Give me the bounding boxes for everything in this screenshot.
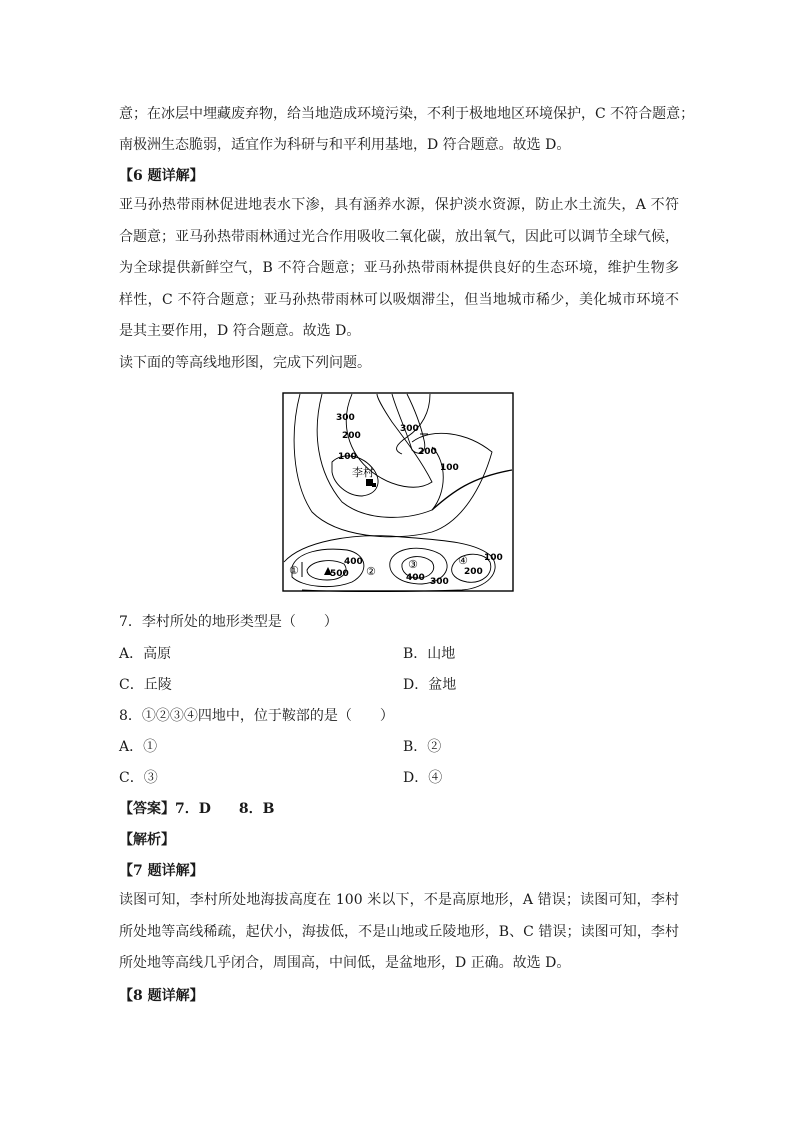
contour-label: 200 — [342, 431, 361, 441]
q8-option-d: D．④ — [403, 770, 443, 786]
contour-label: 100 — [440, 463, 459, 473]
question-intro: 读下面的等高线地形图，完成下列问题。 — [119, 355, 371, 371]
q7-option-c: C．丘陵 — [119, 677, 172, 693]
paragraph-line: 意；在冰层中埋藏废弃物，给当地造成环境污染，不利于极地地区环境保护，C 不符合题意； — [119, 106, 695, 122]
contour-label: 400 — [344, 557, 363, 567]
point-label-3: ③ — [408, 558, 418, 571]
paragraph-7-explanation: 读图可知，李村所处地海拔高度在 100 米以下，不是高原地形，A 错误；读图可知，李村所处地等高线稀疏，起伏小，海拔低，不是山地或丘陵地形，B、C 错误；读图可知，李村所处地等高线几乎闭合，周围高，中间低，是盆地形，D 正确。故选 D。 — [119, 892, 679, 971]
q8-option-a: A．① — [119, 739, 158, 755]
answer-line: 【答案】7．D 8．B — [119, 801, 275, 817]
contour-label: 100 — [484, 553, 503, 563]
q7-option-a: A．高原 — [119, 646, 172, 662]
village-marker — [372, 483, 376, 487]
question-7: 7．李村所处的地形类型是（ ） — [119, 614, 338, 630]
village-label: 李村 — [352, 466, 374, 479]
paragraph-line: 南极洲生态脆弱，适宜作为科研与和平利用基地，D 符合题意。故选 D。 — [119, 137, 571, 153]
contour-label: 300 — [400, 424, 419, 434]
contour-label: 300 — [430, 577, 449, 587]
q8-option-c: C．③ — [119, 770, 158, 786]
contour-label: 400 — [406, 573, 425, 583]
point-label-4: ④ — [458, 554, 468, 567]
section-heading-6: 【6 题详解】 — [119, 168, 204, 184]
contour-label: 300 — [336, 413, 355, 423]
q7-option-b: B．山地 — [403, 646, 456, 662]
contour-label: 200 — [464, 567, 483, 577]
point-label-1: ① — [289, 564, 299, 577]
contour-map — [282, 392, 514, 592]
contour-label: 500 — [330, 569, 349, 579]
contour-map-svg — [282, 392, 514, 592]
q7-option-d: D．盆地 — [403, 677, 457, 693]
contour-label: 200 — [418, 447, 437, 457]
section-heading-7: 【7 题详解】 — [119, 863, 204, 879]
contour-label: 100 — [338, 452, 357, 462]
village-marker — [366, 479, 373, 486]
paragraph-6-explanation: 亚马孙热带雨林促进地表水下渗，具有涵养水源，保护淡水资源，防止水土流失，A 不符合题意；亚马孙热带雨林通过光合作用吸收二氧化碳，放出氧气，因此可以调节全球气候，为全球提供新鲜空气，B 不符合题意；亚马孙热带雨林提供良好的生态环境，维护生物多样性，C 不符合题意；亚马孙热带雨林可以吸烟滞尘，但当地城市稀少，美化城市环境不是其主要作用，D 符合题意。故选 D。 — [119, 197, 679, 339]
section-heading-8: 【8 题详解】 — [119, 988, 204, 1004]
point-label-2: ② — [366, 565, 376, 578]
question-8: 8．①②③④四地中，位于鞍部的是（ ） — [119, 708, 394, 724]
q8-option-b: B．② — [403, 739, 442, 755]
analysis-heading: 【解析】 — [119, 832, 175, 848]
